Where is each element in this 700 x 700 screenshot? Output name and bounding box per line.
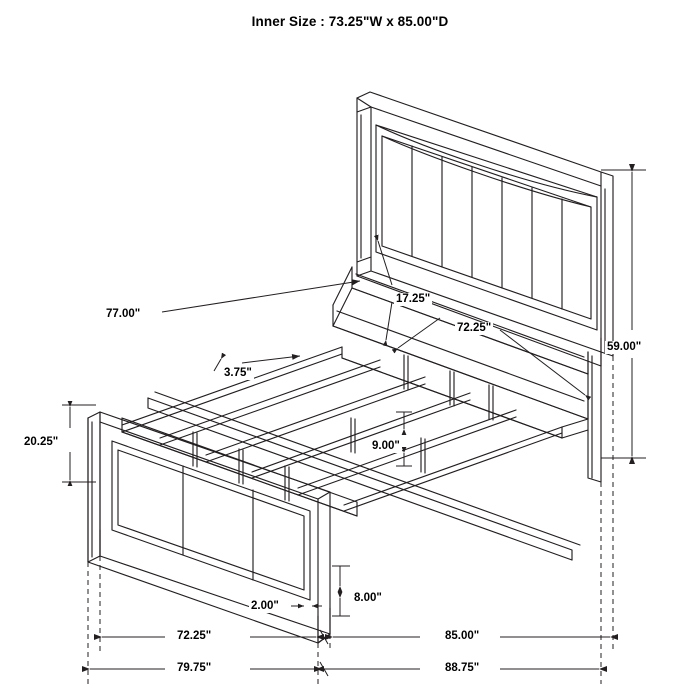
dim-label-side-72-25: 72.25": [457, 322, 492, 334]
dim-label-foot-20-25: 20.25": [24, 436, 59, 448]
dim-label-overall-79-75: 79.75": [177, 662, 212, 674]
dim-label-overall-88-75: 88.75": [445, 662, 480, 674]
bed-illustration: [88, 92, 613, 643]
page-title: Inner Size : 73.25"W x 85.00"D: [251, 14, 449, 29]
dim-label-height-59: 59.00": [607, 341, 642, 353]
dim-label-panel-17-25: 17.25": [396, 293, 431, 305]
dim-label-footwidth: 72.25": [177, 630, 212, 642]
dimension-lines: [62, 170, 646, 684]
dim-label-rail-77: 77.00": [106, 308, 141, 320]
dim-label-offset-2: 2.00": [251, 600, 279, 612]
dim-label-floor-8: 8.00": [354, 592, 382, 604]
dim-label-depth-85: 85.00": [445, 630, 480, 642]
dim-label-clearance-9: 9.00": [372, 440, 400, 452]
dim-label-slat-3-75: 3.75": [224, 367, 252, 379]
